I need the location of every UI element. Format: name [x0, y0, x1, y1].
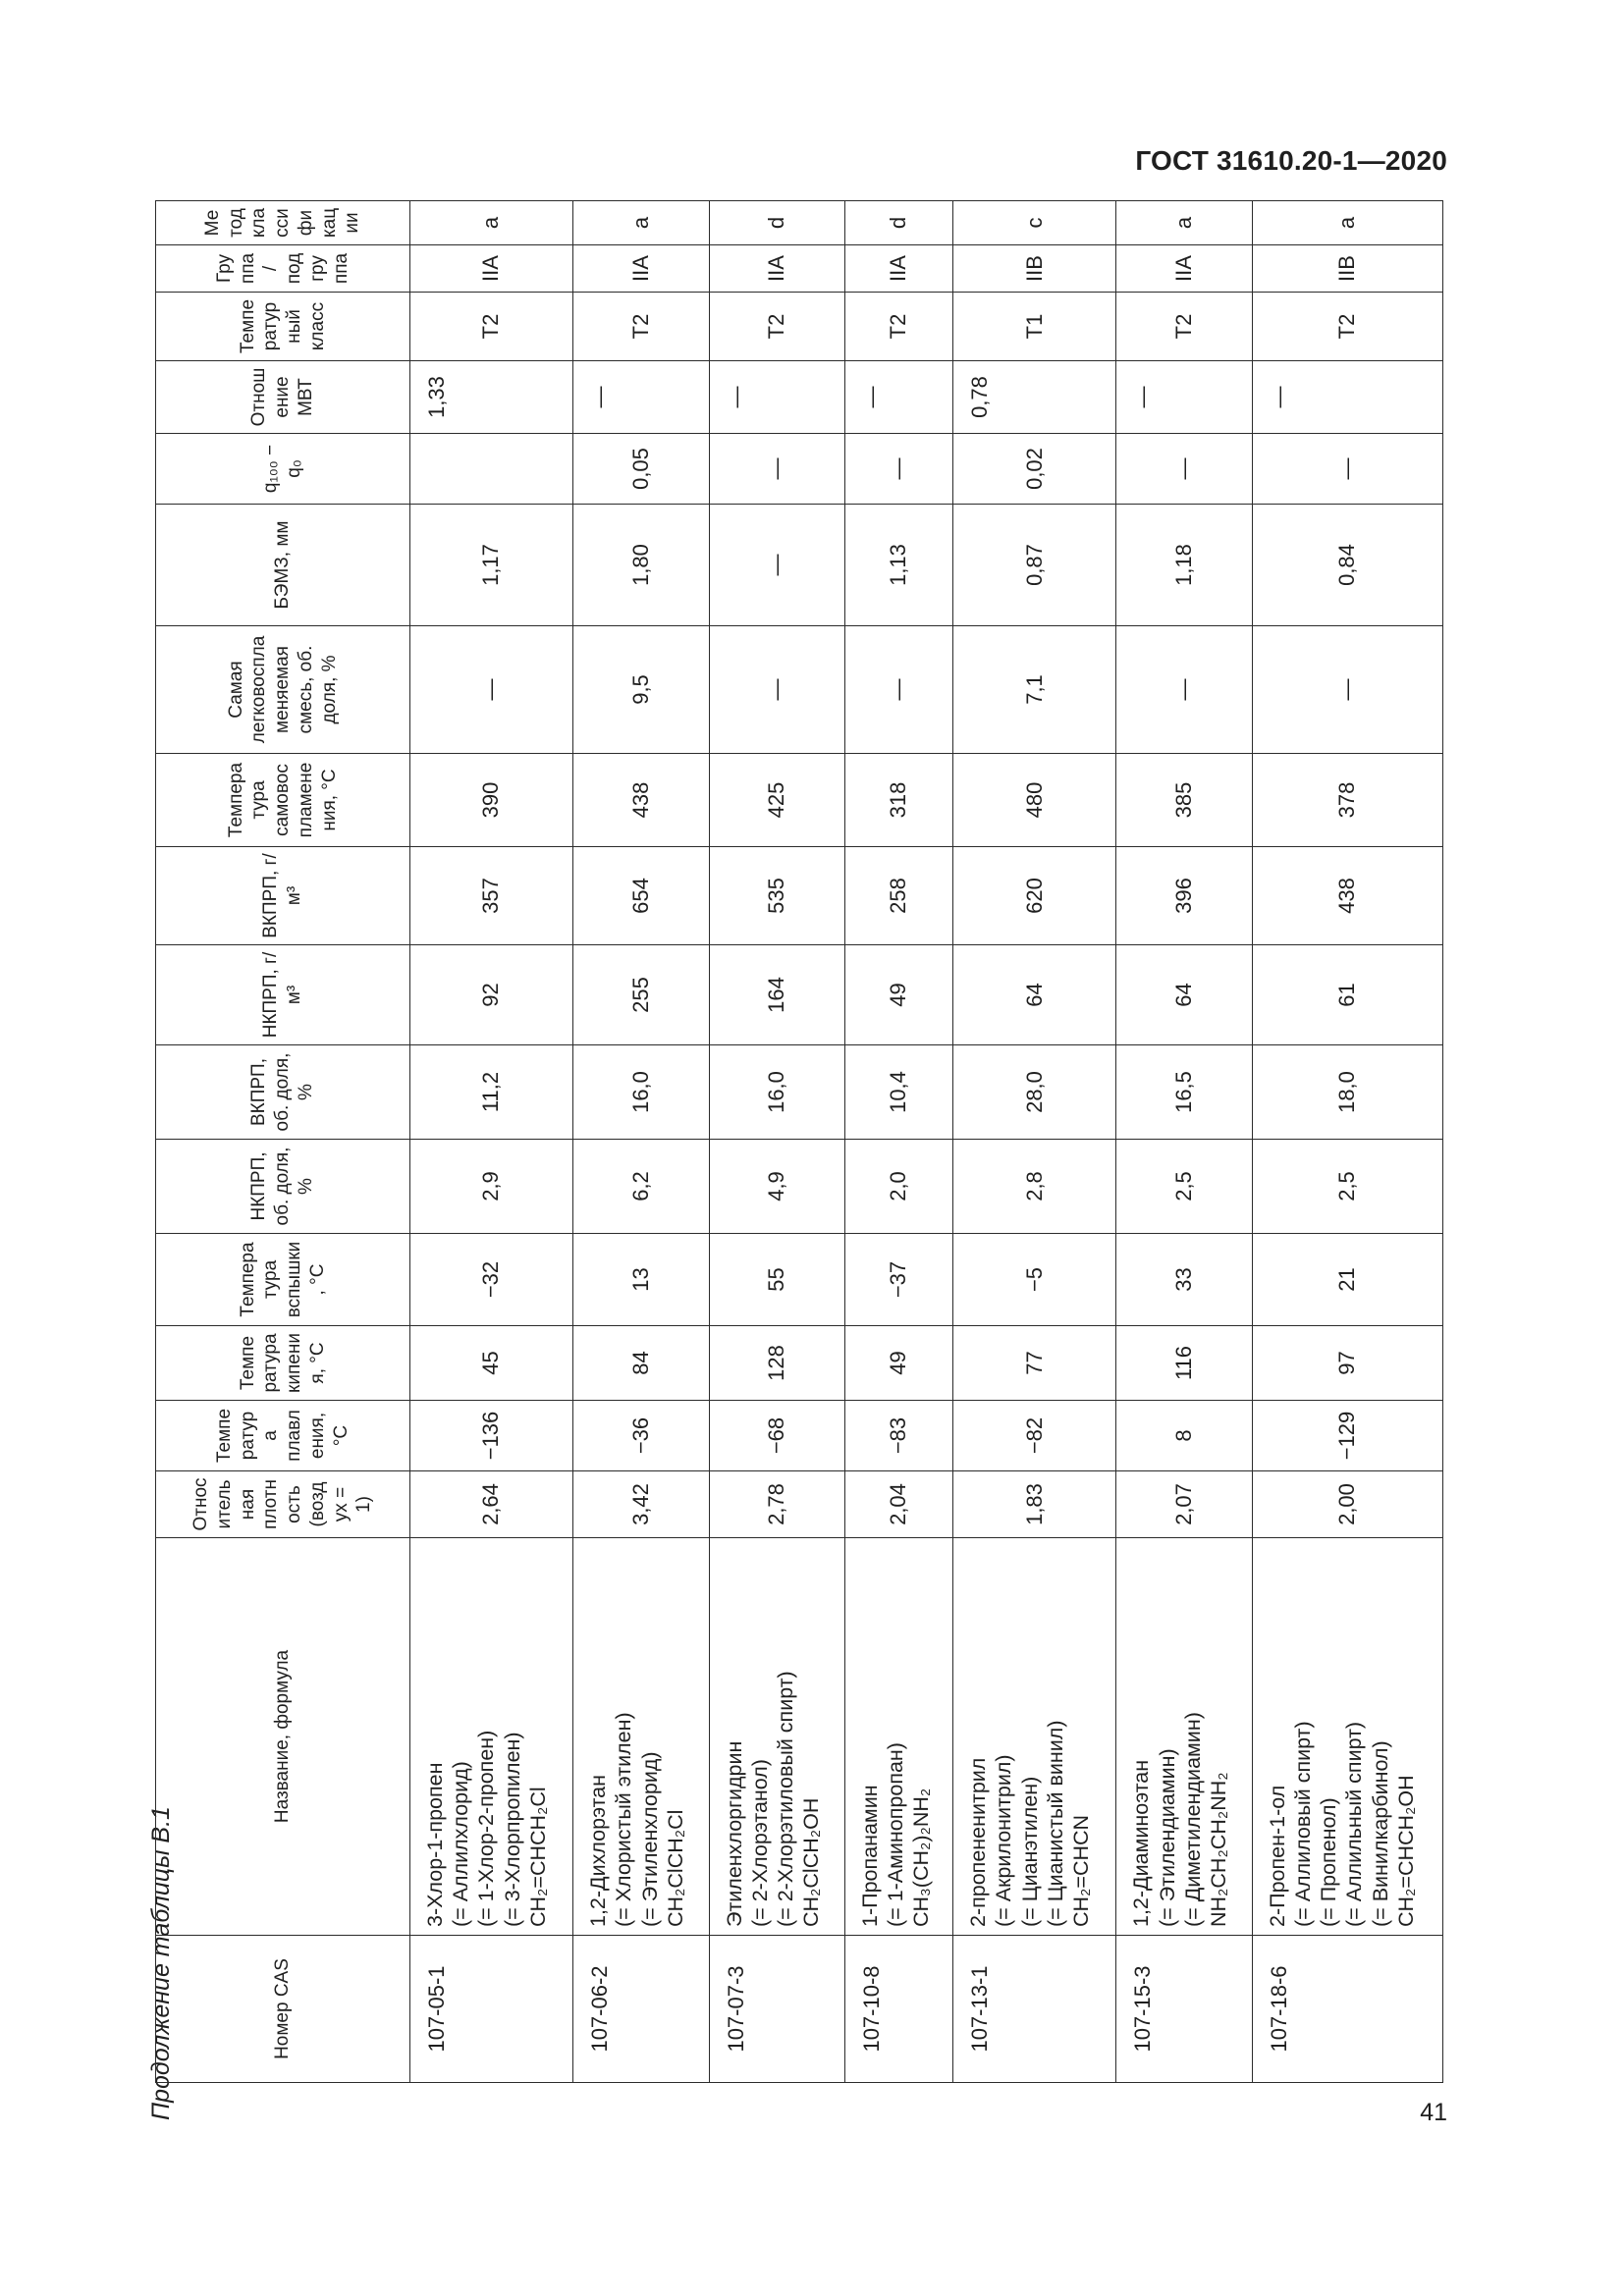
name-line: (= Пропенол)	[1317, 1797, 1341, 1927]
cell-relative-density: 2,04	[844, 1471, 952, 1538]
name-line: NH₂CH₂CH₂NH₂	[1207, 1772, 1231, 1927]
cell-lel-volume: 2,9	[410, 1140, 573, 1234]
cell-name-formula	[1252, 1538, 1442, 1936]
cell-relative-density: 2,64	[410, 1471, 573, 1538]
header-classification-method: Метод классификации	[156, 201, 410, 245]
cell-q-difference	[410, 434, 573, 505]
name-line: (= 1-Хлор-2-пропен)	[474, 1730, 499, 1927]
cell-most-ignitable-mixture: —	[1116, 626, 1252, 754]
cell-melting-point: −129	[1252, 1401, 1442, 1471]
cell-relative-density: 2,07	[1116, 1471, 1252, 1538]
name-line: (= Этиленхлорид)	[637, 1751, 662, 1927]
cell-mic-ratio: —	[844, 361, 952, 434]
cell-mic-ratio: —	[573, 361, 709, 434]
table-row	[1116, 201, 1252, 2083]
cell-lel-mass: 255	[573, 945, 709, 1045]
cell-most-ignitable-mixture: 7,1	[953, 626, 1116, 754]
name-line: (= Хлористый этилен)	[612, 1712, 636, 1927]
cell-melting-point: 8	[1116, 1401, 1252, 1471]
name-line: (= Аллиловый спирт)	[1291, 1721, 1316, 1927]
cell-name-formula	[953, 1538, 1116, 1936]
cell-flash-point: −32	[410, 1234, 573, 1326]
cell-boiling-point: 84	[573, 1326, 709, 1401]
cell-q-difference: 0,05	[573, 434, 709, 505]
page-number: 41	[1420, 2099, 1447, 2126]
cell-cas: 107-15-3	[1116, 1936, 1252, 2083]
cell-name-formula	[410, 1538, 573, 1936]
cell-mic-ratio: —	[1252, 361, 1442, 434]
cell-boiling-point: 45	[410, 1326, 573, 1401]
header-mic-ratio: Отношение МВТ	[156, 361, 410, 434]
cell-q-difference: —	[709, 434, 844, 505]
cell-name-formula	[709, 1538, 844, 1936]
cell-cas: 107-18-6	[1252, 1936, 1442, 2083]
name-line: (= Винилкарбинол)	[1368, 1740, 1392, 1927]
cell-mic-ratio: 1,33	[410, 361, 573, 434]
cell-most-ignitable-mixture: —	[410, 626, 573, 754]
name-line: 2-пропененитрил	[966, 1757, 991, 1927]
header-q-difference: q₁₀₀ − q₀	[156, 434, 410, 505]
cell-flash-point: 13	[573, 1234, 709, 1326]
header-lel-mass: НКПРП, г/м³	[156, 945, 410, 1045]
cell-flash-point: 55	[709, 1234, 844, 1326]
cell-autoignition-temperature: 390	[410, 754, 573, 847]
cell-most-ignitable-mixture: —	[844, 626, 952, 754]
name-line: (= 2-Хлорэтиловый спирт)	[773, 1671, 797, 1927]
cell-temperature-class: T1	[953, 293, 1116, 361]
cell-melting-point: −82	[953, 1401, 1116, 1471]
header-autoignition-temperature: Температура самовоспламенения, °С	[156, 754, 410, 847]
cell-lel-mass: 64	[1116, 945, 1252, 1045]
table-body	[410, 201, 1443, 2083]
cell-mesg: 1,80	[573, 505, 709, 626]
header-mesg: БЭМЗ, мм	[156, 505, 410, 626]
cell-classification-method: a	[1116, 201, 1252, 245]
name-line: Этиленхлоргидрин	[722, 1740, 746, 1927]
header-boiling-point: Температура кипения, °С	[156, 1326, 410, 1401]
cell-q-difference: —	[1116, 434, 1252, 505]
cell-melting-point: −36	[573, 1401, 709, 1471]
cell-mesg: 1,17	[410, 505, 573, 626]
cell-most-ignitable-mixture: —	[709, 626, 844, 754]
cell-classification-method: d	[709, 201, 844, 245]
cell-uel-volume: 11,2	[410, 1045, 573, 1140]
cell-melting-point: −136	[410, 1401, 573, 1471]
gas-properties-table	[155, 200, 1443, 2083]
name-line: 1,2-Дихлорэтан	[586, 1774, 611, 1927]
name-line: CH₂=CHCH₂OH	[1393, 1775, 1418, 1927]
header-flash-point: Температура вспышки, °С	[156, 1234, 410, 1326]
header-group-subgroup: Группа/подгруппа	[156, 245, 410, 293]
cell-group-subgroup: IIA	[573, 245, 709, 293]
name-line: (= Цианэтилен)	[1017, 1776, 1042, 1927]
cell-uel-mass: 357	[410, 847, 573, 945]
cell-flash-point: 21	[1252, 1234, 1442, 1326]
cell-uel-mass: 654	[573, 847, 709, 945]
cell-flash-point: −5	[953, 1234, 1116, 1326]
cell-lel-volume: 2,0	[844, 1140, 952, 1234]
name-line: (= Диметилендиамин)	[1180, 1712, 1205, 1927]
header-most-ignitable-mixture: Самая легковоспламеняемая смесь, об. доля, %	[156, 626, 410, 754]
cell-lel-volume: 4,9	[709, 1140, 844, 1234]
cell-autoignition-temperature: 378	[1252, 754, 1442, 847]
header-uel-volume: ВКПРП, об. доля, %	[156, 1045, 410, 1140]
cell-q-difference: —	[844, 434, 952, 505]
cell-uel-volume: 16,0	[573, 1045, 709, 1140]
cell-mesg: —	[709, 505, 844, 626]
cell-relative-density: 2,78	[709, 1471, 844, 1538]
cell-temperature-class: T2	[573, 293, 709, 361]
header-lel-volume: НКПРП, об. доля, %	[156, 1140, 410, 1234]
cell-uel-mass: 258	[844, 847, 952, 945]
cell-uel-mass: 620	[953, 847, 1116, 945]
name-line: CH₂=CHCH₂Cl	[525, 1787, 550, 1927]
cell-melting-point: −68	[709, 1401, 844, 1471]
cell-temperature-class: T2	[410, 293, 573, 361]
cell-melting-point: −83	[844, 1401, 952, 1471]
cell-classification-method: a	[410, 201, 573, 245]
cell-lel-volume: 2,5	[1252, 1140, 1442, 1234]
cell-mic-ratio: —	[709, 361, 844, 434]
cell-mesg: 1,18	[1116, 505, 1252, 626]
table-row	[709, 201, 844, 2083]
cell-relative-density: 1,83	[953, 1471, 1116, 1538]
table-row	[953, 201, 1116, 2083]
cell-boiling-point: 49	[844, 1326, 952, 1401]
name-line: (= Акрилонитрил)	[992, 1754, 1016, 1927]
cell-group-subgroup: IIB	[953, 245, 1116, 293]
cell-lel-mass: 92	[410, 945, 573, 1045]
cell-group-subgroup: IIA	[1116, 245, 1252, 293]
table-row	[844, 201, 952, 2083]
cell-name-formula	[1116, 1538, 1252, 1936]
cell-lel-volume: 2,5	[1116, 1140, 1252, 1234]
name-line: CH₃(CH₂)₂NH₂	[909, 1788, 934, 1927]
cell-name-formula	[844, 1538, 952, 1936]
header-temperature-class: Температурный класс	[156, 293, 410, 361]
cell-flash-point: 33	[1116, 1234, 1252, 1326]
cell-uel-volume: 18,0	[1252, 1045, 1442, 1140]
table-row	[1252, 201, 1442, 2083]
table-header-row	[156, 201, 410, 2083]
cell-lel-mass: 61	[1252, 945, 1442, 1045]
cell-mesg: 0,84	[1252, 505, 1442, 626]
name-line: (= Аллильный спирт)	[1342, 1721, 1367, 1927]
cell-mesg: 0,87	[953, 505, 1116, 626]
cell-uel-volume: 28,0	[953, 1045, 1116, 1140]
cell-group-subgroup: IIA	[709, 245, 844, 293]
cell-relative-density: 2,00	[1252, 1471, 1442, 1538]
cell-cas: 107-10-8	[844, 1936, 952, 2083]
cell-most-ignitable-mixture: 9,5	[573, 626, 709, 754]
cell-most-ignitable-mixture: —	[1252, 626, 1442, 754]
cell-flash-point: −37	[844, 1234, 952, 1326]
header-cas: Номер CAS	[156, 1936, 410, 2083]
name-line: (= 1-Аминопропан)	[884, 1742, 908, 1927]
cell-temperature-class: T2	[844, 293, 952, 361]
cell-uel-mass: 535	[709, 847, 844, 945]
cell-mesg: 1,13	[844, 505, 952, 626]
cell-temperature-class: T2	[709, 293, 844, 361]
name-line: (= 3-Хлорпропилен)	[500, 1732, 524, 1927]
cell-autoignition-temperature: 425	[709, 754, 844, 847]
table-row	[410, 201, 573, 2083]
cell-cas: 107-13-1	[953, 1936, 1116, 2083]
rotated-table-frame	[155, 207, 1443, 2083]
cell-q-difference: —	[1252, 434, 1442, 505]
header-relative-density: Относительная плотность (воздух = 1)	[156, 1471, 410, 1538]
name-line: (= 2-Хлорэтанол)	[747, 1759, 772, 1927]
cell-q-difference: 0,02	[953, 434, 1116, 505]
cell-boiling-point: 128	[709, 1326, 844, 1401]
header-name-formula: Название, формула	[156, 1538, 410, 1936]
cell-mic-ratio: —	[1116, 361, 1252, 434]
cell-group-subgroup: IIA	[410, 245, 573, 293]
cell-name-formula	[573, 1538, 709, 1936]
cell-lel-mass: 49	[844, 945, 952, 1045]
cell-autoignition-temperature: 318	[844, 754, 952, 847]
cell-classification-method: d	[844, 201, 952, 245]
cell-uel-volume: 16,5	[1116, 1045, 1252, 1140]
cell-autoignition-temperature: 480	[953, 754, 1116, 847]
cell-cas: 107-07-3	[709, 1936, 844, 2083]
cell-group-subgroup: IIA	[844, 245, 952, 293]
table-row	[573, 201, 709, 2083]
cell-uel-volume: 16,0	[709, 1045, 844, 1140]
cell-lel-volume: 2,8	[953, 1140, 1116, 1234]
document-code: ГОСТ 31610.20-1—2020	[1135, 145, 1447, 176]
cell-temperature-class: T2	[1116, 293, 1252, 361]
cell-cas: 107-05-1	[410, 1936, 573, 2083]
name-line: (= Этилендиамин)	[1155, 1748, 1179, 1927]
cell-boiling-point: 97	[1252, 1326, 1442, 1401]
header-melting-point: Температура плавления, °С	[156, 1401, 410, 1471]
cell-cas: 107-06-2	[573, 1936, 709, 2083]
cell-classification-method: c	[953, 201, 1116, 245]
cell-relative-density: 3,42	[573, 1471, 709, 1538]
cell-lel-volume: 6,2	[573, 1140, 709, 1234]
name-line: 2-Пропен-1-ол	[1265, 1785, 1289, 1927]
cell-lel-mass: 164	[709, 945, 844, 1045]
cell-autoignition-temperature: 438	[573, 754, 709, 847]
name-line: 1,2-Диаминоэтан	[1129, 1759, 1154, 1927]
cell-boiling-point: 77	[953, 1326, 1116, 1401]
cell-uel-mass: 396	[1116, 847, 1252, 945]
cell-classification-method: a	[573, 201, 709, 245]
name-line: CH₂ClCH₂Cl	[663, 1809, 687, 1927]
cell-mic-ratio: 0,78	[953, 361, 1116, 434]
cell-classification-method: a	[1252, 201, 1442, 245]
cell-temperature-class: T2	[1252, 293, 1442, 361]
cell-group-subgroup: IIB	[1252, 245, 1442, 293]
name-line: (= Аллилхлорид)	[449, 1761, 473, 1927]
name-line: CH₂=CHCN	[1069, 1814, 1094, 1927]
name-line: (= Цианистый винил)	[1043, 1720, 1067, 1927]
name-line: CH₂ClCH₂OH	[799, 1797, 824, 1927]
name-line: 1-Пропанамин	[857, 1785, 882, 1927]
name-line: 3-Хлор-1-пропен	[423, 1762, 447, 1927]
table-caption: Продолжение таблицы В.1	[147, 1806, 175, 2120]
cell-boiling-point: 116	[1116, 1326, 1252, 1401]
header-uel-mass: ВКПРП, г/м³	[156, 847, 410, 945]
cell-autoignition-temperature: 385	[1116, 754, 1252, 847]
cell-uel-mass: 438	[1252, 847, 1442, 945]
cell-lel-mass: 64	[953, 945, 1116, 1045]
cell-uel-volume: 10,4	[844, 1045, 952, 1140]
